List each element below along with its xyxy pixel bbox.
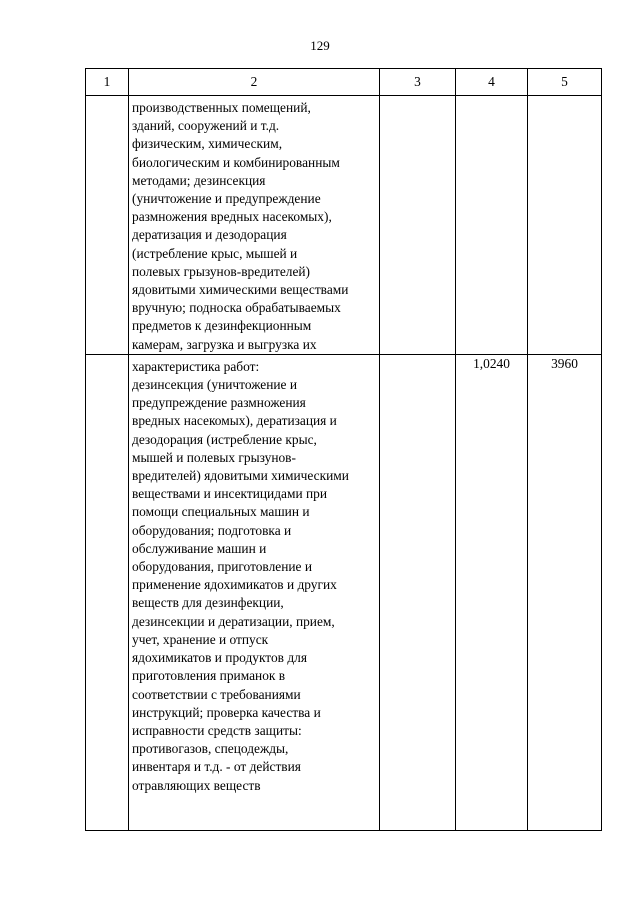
row-1-description	[129, 96, 380, 355]
row-1-description-text	[129, 96, 379, 354]
text-line: зданий, сооружений и т.д.	[132, 118, 280, 134]
text-line: размножения вредных насекомых),	[132, 209, 332, 225]
row-2-coefficient: 1,0240	[456, 354, 528, 830]
text-line: полевых грызунов-вредителей)	[132, 263, 311, 279]
text-line: отравляющих веществ	[132, 777, 261, 793]
text-line: учет, хранение и отпуск	[132, 631, 269, 647]
text-line: применение ядохимикатов и других	[132, 577, 337, 593]
row-1-col-3	[380, 96, 456, 355]
text-line: методами; дезинсекция	[132, 172, 266, 188]
text-line: дератизация и дезодорация	[132, 227, 287, 243]
text-line: инвентаря и т.д. - от действия	[132, 759, 301, 775]
text-line: дезодорация (истребление крыс,	[132, 431, 317, 447]
text-line: обслуживание машин и	[132, 540, 267, 556]
text-line: производственных помещений,	[132, 100, 311, 115]
row-1-col-4	[456, 96, 528, 355]
text-line: приготовления приманок в	[132, 668, 286, 684]
text-line: оборудования, приготовление и	[132, 559, 312, 575]
text-line: вредителей) ядовитыми химическими	[132, 468, 349, 484]
text-line: ядовитыми химическими веществами	[132, 282, 349, 298]
text-line: (уничтожение и предупреждение	[132, 191, 321, 207]
text-line: дезинсекции и дератизации, прием,	[132, 613, 335, 629]
text-line: оборудования; подготовка и	[132, 522, 292, 538]
header-col-4: 4	[456, 69, 528, 96]
text-line: предупреждение размножения	[132, 395, 306, 411]
text-line: соответствии с требованиями	[132, 686, 301, 702]
text-line: физическим, химическим,	[132, 136, 283, 152]
text-line: (истребление крыс, мышей и	[132, 245, 298, 261]
row-2-description	[129, 354, 380, 830]
row-1-col-5	[528, 96, 602, 355]
header-col-3: 3	[380, 69, 456, 96]
text-line: вручную; подноска обрабатываемых	[132, 300, 341, 316]
text-line: мышей и полевых грызунов-	[132, 449, 296, 465]
table-header-row	[86, 69, 602, 96]
header-col-5: 5	[528, 69, 602, 96]
text-line: исправности средств защиты:	[132, 722, 302, 738]
text-line: помощи специальных машин и	[132, 504, 310, 520]
text-line: камерам, загрузка и выгрузка их	[132, 336, 317, 352]
row-2-col-1	[86, 354, 129, 830]
document-table	[85, 68, 602, 831]
text-line: биологическим и комбинированным	[132, 154, 340, 170]
row-2-col-3	[380, 354, 456, 830]
text-line: веществ для дезинфекции,	[132, 595, 284, 611]
text-line: инструкций; проверка качества и	[132, 704, 321, 720]
row-2-description-text	[129, 355, 379, 795]
header-col-2: 2	[129, 69, 380, 96]
text-line: предметов к дезинфекционным	[132, 318, 312, 334]
text-line: противогазов, спецодежды,	[132, 741, 289, 757]
row-2-value: 3960	[528, 354, 602, 830]
table-row	[86, 354, 602, 830]
text-line: вредных насекомых), дератизация и	[132, 413, 337, 429]
text-line: характеристика работ:	[132, 358, 260, 374]
row-1-col-1	[86, 96, 129, 355]
header-col-1: 1	[86, 69, 129, 96]
table-row	[86, 96, 602, 355]
text-line: дезинсекция (уничтожение и	[132, 377, 298, 393]
page-number: 129	[310, 38, 330, 53]
text-line: веществами и инсектицидами при	[132, 486, 327, 502]
text-line: ядохимикатов и продуктов для	[132, 650, 307, 666]
